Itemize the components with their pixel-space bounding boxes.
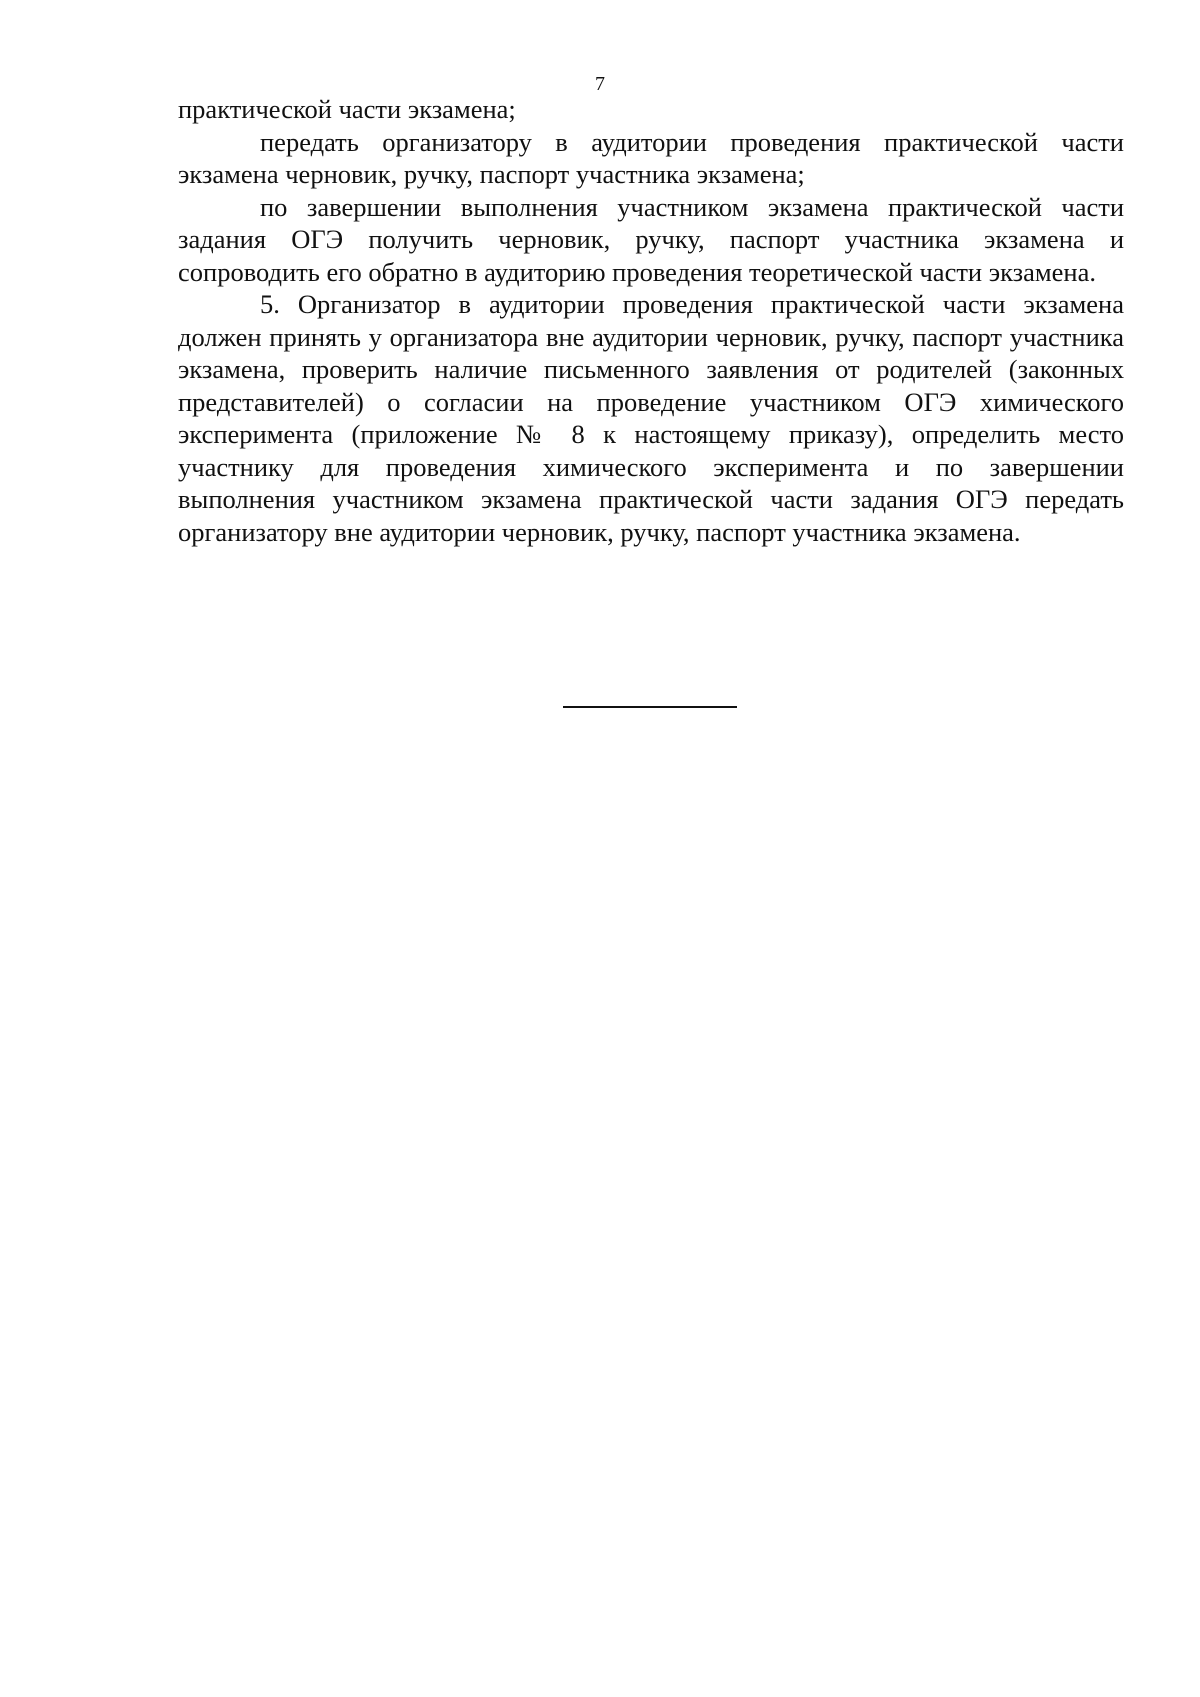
- closing-rule: [563, 706, 737, 708]
- paragraph-return: по завершении выполнения участником экзамена практической части задания ОГЭ получить черновик, ручку, паспорт участника экзамена и сопроводить его обратно в аудиторию проведения теоретической части экзамена.: [178, 191, 1124, 287]
- paragraph-hand-over: передать организатору в аудитории проведения практической части экзамена черновик, ручку, паспорт участника экзамена;: [178, 126, 1124, 189]
- paragraph-continuation: практической части экзамена;: [178, 94, 516, 124]
- document-body: [178, 93, 1124, 548]
- paragraph-item-5: 5. Организатор в аудитории проведения практической части экзамена должен принять у организатора вне аудитории черновик, ручку, паспорт участника экзамена, проверить наличие письменного заявления от родителей (законных представителей) о согласии на проведение участником ОГЭ химического эксперимента (приложение № 8 к настоящему приказу), определить место участнику для проведения химического эксперимента и по завершении выполнения участником экзамена практической части задания ОГЭ передать организатору вне аудитории черновик, ручку, паспорт участника экзамена.: [178, 289, 1124, 547]
- page-number: 7: [595, 73, 605, 95]
